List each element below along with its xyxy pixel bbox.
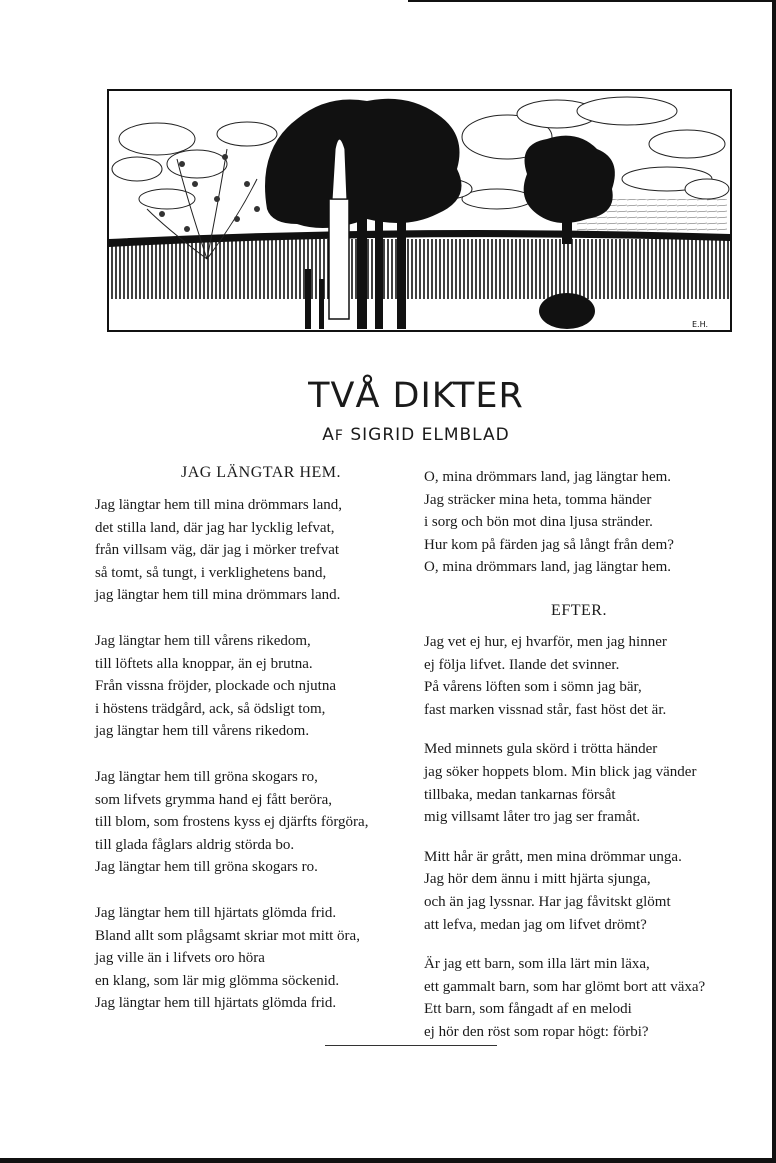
poem-line: mig villsamt låter tro jag ser framåt. xyxy=(424,809,641,826)
landscape-drawing xyxy=(107,89,732,332)
poem-line: i sorg och bön mot dina ljusa stränder. xyxy=(424,514,653,531)
poem-line: Med minnets gula skörd i trötta händer xyxy=(424,741,658,758)
poem-line: från villsam väg, där jag i mörker trefvat xyxy=(95,542,340,559)
poem-line: det stilla land, där jag har lycklig lefvat, xyxy=(95,519,335,536)
poem1-stanza-1 xyxy=(95,494,415,607)
poem-line: Jag längtar hem till gröna skogars ro, xyxy=(95,768,318,785)
author-prefix-small: F xyxy=(334,428,344,444)
poem-line: På vårens löften som i sömn jag bär, xyxy=(424,679,642,696)
poem-line: Hur kom på färden jag så långt från dem? xyxy=(424,536,674,553)
author-byline xyxy=(0,425,776,445)
poem-line: och än jag lyssnar. Har jag fåvitskt glömt xyxy=(424,893,671,910)
poem2-title: EFTER. xyxy=(551,601,607,619)
poem-line: O, mina drömmars land, jag längtar hem. xyxy=(424,469,672,485)
poem-line: jag längtar hem till vårens rikedom. xyxy=(95,723,310,740)
poem-line: Jag längtar hem till mina drömmars land, xyxy=(95,497,343,513)
poem1-stanza-3 xyxy=(95,766,415,879)
poem-line: Från vissna fröjder, plockade och njutna xyxy=(95,678,336,695)
poem-line: Bland allt som plågsamt skriar mot mitt öra, xyxy=(95,927,360,944)
poem-line: Mitt hår är grått, men mina drömmar unga. xyxy=(424,848,682,865)
poem-line: jag ville än i lifvets oro höra xyxy=(95,950,265,967)
header-illustration xyxy=(107,89,732,332)
poem1-stanza-4 xyxy=(95,902,415,1015)
poem-line: Jag hör dem ännu i mitt hjärta sjunga, xyxy=(424,871,651,888)
poem-line: Ett barn, som fångadt af en melodi xyxy=(424,1001,632,1018)
poem-line: Jag sträcker mina heta, tomma händer xyxy=(424,491,652,508)
poem-line: Jag längtar hem till gröna skogars ro. xyxy=(95,859,318,876)
poem-line: till blom, som frostens kyss ej djärfts förgöra, xyxy=(95,814,369,831)
poem-line: en klang, som lär mig glömma söckenid. xyxy=(95,972,340,989)
illustration-signature: E.H. xyxy=(692,320,709,329)
poem1-title: JAG LÄNGTAR HEM. xyxy=(180,464,342,481)
poem-line: Är jag ett barn, som illa lärt min läxa, xyxy=(424,956,650,973)
poem2-stanza-3 xyxy=(424,846,744,936)
end-rule xyxy=(325,1045,497,1046)
poem-line: ej följa lifvet. Ilande det svinner. xyxy=(424,656,620,673)
poem-line: Jag längtar hem till hjärtats glömda frid. xyxy=(95,904,337,921)
poem-line: jag söker hoppets blom. Min blick jag vänder xyxy=(424,763,697,780)
poem-line: till glada fåglars aldrig störda bo. xyxy=(95,836,295,853)
author-prefix-big: A xyxy=(322,425,335,445)
poem-line: fast marken vissnad står, fast höst det är. xyxy=(424,701,667,718)
poem-line: som lifvets grymma hand ej fått beröra, xyxy=(95,791,333,808)
page-title: TVÅ DIKTER xyxy=(308,376,524,416)
poem-line: jag längtar hem till mina drömmars land. xyxy=(95,587,341,604)
page-edge-bottom xyxy=(0,1158,776,1163)
poem-line: O, mina drömmars land, jag längtar hem. xyxy=(424,559,672,576)
poem2-stanza-1 xyxy=(424,631,744,721)
poem2-stanza-4 xyxy=(424,953,744,1043)
poem-line: Jag längtar hem till vårens rikedom, xyxy=(95,632,311,649)
poem2-stanza-2 xyxy=(424,738,744,828)
poem-line: ett gammalt barn, som har glömt bort att växa? xyxy=(424,978,706,995)
poem-line: Jag vet ej hur, ej hvarför, men jag hinner xyxy=(424,633,667,650)
author-name: SIGRID ELMBLAD xyxy=(350,425,510,445)
poem-line: tillbaka, medan tankarnas försåt xyxy=(424,786,616,803)
page-edge-right xyxy=(772,0,776,1163)
poem1-stanza-2 xyxy=(95,630,415,743)
poem-line: Jag längtar hem till hjärtats glömda frid. xyxy=(95,995,337,1012)
poem-line: i höstens trädgård, ack, så ödsligt tom, xyxy=(95,700,326,717)
right-column xyxy=(424,466,744,1043)
poem1-stanza-5 xyxy=(424,466,744,579)
page-edge-top xyxy=(408,0,776,2)
poem-line: ej hör den röst som ropar högt: förbi? xyxy=(424,1023,649,1040)
poem-line: till löftets alla knoppar, än ej brutna. xyxy=(95,655,313,672)
poem-line: så tomt, så tungt, i verklighetens band, xyxy=(95,564,327,581)
poem1-left-column xyxy=(95,461,415,1015)
poem-line: att lefva, medan jag om lifvet drömt? xyxy=(424,916,647,933)
